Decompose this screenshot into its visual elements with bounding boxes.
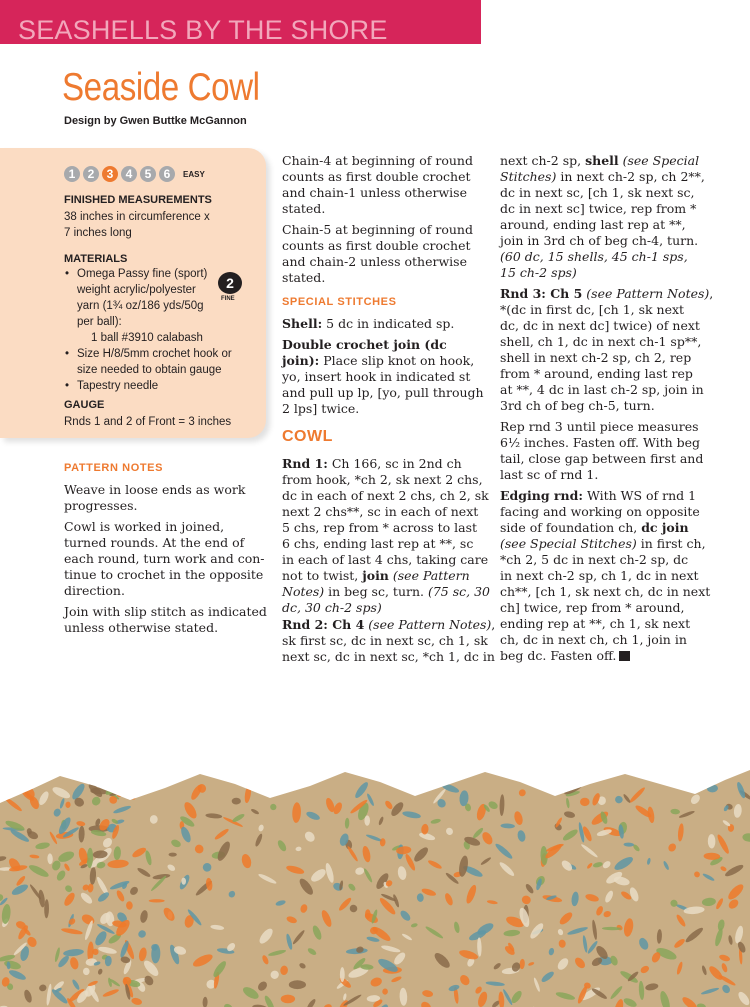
text-line — [500, 616, 730, 632]
finished-measurements-heading: FINISHED MEASUREMENTS — [64, 194, 212, 206]
text-run: Place slip knot on hook, — [319, 353, 475, 368]
text-line — [282, 488, 487, 504]
materials-item — [64, 314, 264, 330]
text-run: tail, close gap between first and — [500, 451, 704, 466]
term: Edging rnd: — [500, 488, 583, 503]
text-line — [282, 552, 487, 568]
reference-note: (see Special Stitches) — [500, 536, 637, 551]
text-line — [282, 633, 487, 649]
end-icon — [619, 651, 630, 661]
series-banner — [0, 0, 481, 44]
text-run: ch**, [ch 1, sk next ch, dc in next — [500, 584, 711, 599]
reference-note: 15 ch-2 sps) — [500, 265, 577, 280]
reference-note: (75 sc, 30 — [427, 584, 490, 599]
yarn-weight-label: FINE — [221, 296, 235, 302]
text-run: dc in each of next 2 chs, ch 2, sk — [282, 488, 489, 503]
text-line — [500, 568, 730, 584]
text-line — [282, 337, 487, 353]
text-line — [500, 536, 730, 552]
text-run: in beg sc, turn. — [324, 584, 428, 599]
text-line — [282, 649, 495, 665]
text-run: , — [709, 286, 714, 301]
text-line — [500, 467, 730, 483]
text-line — [500, 286, 730, 302]
text-line — [500, 318, 730, 334]
text-run: ending rep at **, ch 1, sk next — [500, 616, 691, 631]
reference-note: dc, 30 ch-2 sps) — [282, 600, 382, 615]
yarn-stitch — [340, 967, 345, 982]
text-line — [500, 249, 730, 265]
special-stitches-heading: SPECIAL STITCHES — [282, 296, 397, 308]
materials-item — [64, 346, 264, 362]
text-line — [282, 401, 487, 417]
text-line — [500, 419, 730, 435]
skill-level-dot: 1 — [64, 166, 80, 182]
text-run: 3rd ch of beg ch-5, turn. — [500, 398, 655, 413]
skill-level-label: EASY — [183, 169, 205, 179]
reference-note: Notes) — [282, 584, 325, 599]
text-line — [500, 382, 730, 398]
text-line — [500, 153, 730, 169]
term: join — [362, 568, 389, 583]
text-line — [500, 302, 730, 318]
term: Rnd 3: Ch 5 — [500, 286, 583, 301]
text-run: Rep rnd 3 until piece measures — [500, 419, 699, 434]
text-line — [500, 520, 730, 536]
skill-level-dot: 4 — [121, 166, 137, 182]
text-line: each round, turn work and con- — [64, 551, 265, 566]
skill-level-indicator — [64, 166, 205, 182]
reference-note: Stitches) — [500, 169, 557, 184]
text-run: join in 3rd ch of beg ch-4, turn. — [500, 233, 699, 248]
text-run: 6 chs, ending last rep at **, sc — [282, 536, 474, 551]
yarn-stitch — [364, 815, 370, 825]
text-line — [500, 435, 730, 451]
materials-item — [64, 362, 264, 378]
text-line — [282, 568, 487, 584]
measurement-line: 38 inches in circumference x — [64, 211, 210, 223]
yarn-stitch — [115, 778, 136, 799]
text-line — [500, 201, 730, 217]
text-run: dc in next sc] twice, rep from * — [500, 201, 697, 216]
materials-item-text: Tapestry needle — [77, 380, 159, 392]
skill-level-dot: 5 — [140, 166, 156, 182]
column-3-instructions — [500, 153, 730, 664]
text-run: 6½ inches. Fasten off. With beg — [500, 435, 701, 450]
text-line — [500, 366, 730, 382]
text-run: and pull up lp, [yo, pull through — [282, 385, 484, 400]
yarn-stitch — [125, 783, 144, 794]
text-run: at **, 4 dc in last ch-2 sp, join in — [500, 382, 704, 397]
text-run: in first ch, — [636, 536, 706, 551]
text-run: *(dc in first dc, [ch 1, sk next — [500, 302, 685, 317]
materials-item-text: Omega Passy fine (sport) — [77, 268, 208, 280]
materials-item-text: per ball): — [77, 316, 122, 328]
text-run: 5 chs, rep from * across to last — [282, 520, 478, 535]
yarn-weight-icon — [214, 272, 248, 306]
text-line — [500, 185, 730, 201]
text-line — [500, 584, 730, 600]
text-line: progresses. — [64, 498, 138, 513]
round-2-instructions — [282, 617, 496, 665]
text-run: 2 lps] twice. — [282, 401, 360, 416]
text-line — [282, 617, 496, 633]
pattern-notes-heading: PATTERN NOTES — [64, 462, 164, 474]
text-line — [282, 536, 487, 552]
yarn-stitch — [169, 853, 177, 857]
cowl-photo — [0, 768, 750, 1007]
term: Rnd 1: — [282, 456, 328, 471]
text-line: counts as first double crochet — [282, 169, 471, 184]
shell-definition: 5 dc in indicated sp. — [322, 316, 455, 331]
text-run: beg dc. Fasten off. — [500, 648, 617, 663]
materials-item-text: yarn (1¾ oz/186 yds/50g — [77, 300, 204, 312]
text-line — [282, 385, 487, 401]
text-run: in each of last 4 chs, taking care — [282, 552, 489, 567]
text-run: facing and working on opposite — [500, 504, 700, 519]
dc-join-stitch — [282, 337, 487, 417]
text-run: next ch-2 sp, — [500, 153, 586, 168]
term: Rnd 2: Ch 4 — [282, 617, 365, 632]
text-run: With WS of rnd 1 — [582, 488, 697, 503]
page-title: Seaside Cowl — [62, 66, 260, 109]
text-line — [282, 520, 487, 536]
reference-note: (see Pattern Notes) — [364, 617, 492, 632]
yarn-stitch — [83, 968, 90, 975]
text-run: in next ch-2 sp, ch 2**, — [556, 169, 705, 184]
term: Double crochet join (dc — [282, 337, 447, 352]
text-run: shell in next ch-2 sp, ch 2, rep — [500, 350, 692, 365]
yarn-stitch — [149, 899, 165, 902]
text-run: next sc, dc in next sc, *ch 1, dc in — [282, 649, 495, 664]
text-line — [500, 552, 730, 568]
text-run: , — [491, 617, 496, 632]
text-line — [500, 217, 730, 233]
materials-item — [64, 378, 264, 394]
text-line: tinue to crochet in the opposite — [64, 567, 264, 582]
text-line — [282, 600, 487, 616]
round-notes — [282, 153, 487, 286]
yarn-stitch — [281, 995, 295, 1004]
text-run: dc in next sc, [ch 1, sk next sc, — [500, 185, 695, 200]
text-line — [282, 456, 487, 472]
text-line — [500, 265, 730, 281]
measurement-line: 7 inches long — [64, 227, 132, 239]
text-line: turned rounds. At the end of — [64, 535, 245, 550]
text-line — [282, 369, 487, 385]
text-line — [500, 451, 730, 467]
materials-item-text: weight acrylic/polyester — [77, 284, 196, 296]
text-line — [282, 504, 487, 520]
text-run: around, ending last rep at **, — [500, 217, 686, 232]
term: join): — [282, 353, 320, 368]
text-run: yo, insert hook in indicated st — [282, 369, 471, 384]
skill-level-dot: 3 — [102, 166, 118, 182]
text-line: counts as first double crochet — [282, 238, 471, 253]
text-line: unless otherwise stated. — [64, 620, 219, 635]
reference-note: (see Special — [618, 153, 700, 168]
bullet-icon: • — [65, 348, 70, 360]
text-run: not to twist, — [282, 568, 363, 583]
bullet-icon: • — [65, 380, 70, 392]
term: dc join — [641, 520, 689, 535]
reference-note: (see Pattern Notes) — [582, 286, 710, 301]
shell-term: Shell: — [282, 316, 323, 331]
text-line — [500, 233, 730, 249]
text-line: Join with slip stitch as indicated — [64, 604, 267, 619]
materials-item-text: size needed to obtain gauge — [77, 364, 222, 376]
materials-item — [64, 330, 264, 346]
skill-level-dot: 2 — [83, 166, 99, 182]
text-run: in next ch-2 sp, ch 1, dc in next — [500, 568, 699, 583]
text-line: Chain-5 at beginning of round — [282, 222, 473, 237]
text-line — [500, 169, 730, 185]
reference-note: (60 dc, 15 shells, 45 ch-1 sps, — [500, 249, 688, 264]
materials-item-text: Size H/8/5mm crochet hook or — [77, 348, 232, 360]
text-line: direction. — [64, 583, 125, 598]
yarn-stitch — [580, 798, 590, 806]
series-title: SEASHELLS BY THE SHORE — [18, 15, 388, 44]
text-line: and chain-1 unless otherwise — [282, 185, 467, 200]
pattern-notes-text — [64, 482, 267, 636]
text-run: dc, dc in next dc] twice) of next — [500, 318, 700, 333]
text-run: shell, ch 1, dc in next ch-1 sp**, — [500, 334, 702, 349]
text-run: ch] twice, rep from * around, — [500, 600, 685, 615]
text-line: Chain-4 at beginning of round — [282, 153, 473, 168]
text-line — [500, 504, 730, 520]
text-line — [500, 648, 730, 664]
text-run: next 2 chs**, sc in each of next — [282, 504, 479, 519]
gauge-text: Rnds 1 and 2 of Front = 3 inches — [64, 416, 232, 428]
text-run: sk first sc, dc in next sc, ch 1, sk — [282, 633, 488, 648]
designer-byline: Design by Gwen Buttke McGannon — [64, 115, 247, 127]
text-line — [500, 334, 730, 350]
reference-note: (see Pattern — [388, 568, 470, 583]
text-line — [500, 632, 730, 648]
skill-level-dot: 6 — [159, 166, 175, 182]
materials-heading: MATERIALS — [64, 253, 128, 265]
text-line — [500, 398, 730, 414]
text-line — [282, 472, 487, 488]
crochet-fabric-image — [0, 768, 750, 1007]
gauge-heading: GAUGE — [64, 399, 105, 411]
text-line: Weave in loose ends as work — [64, 482, 246, 497]
text-line: and chain-2 unless otherwise — [282, 254, 467, 269]
term: shell — [585, 153, 619, 168]
materials-item-text: 1 ball #3910 calabash — [91, 332, 203, 344]
bullet-icon: • — [65, 268, 70, 280]
text-line: stated. — [282, 201, 326, 216]
round-1-instructions — [282, 456, 490, 616]
yarn-weight-number: 2 — [218, 272, 242, 294]
text-run: side of foundation ch, — [500, 520, 642, 535]
shell-stitch — [282, 316, 487, 332]
text-run: Ch 166, sc in 2nd ch — [327, 456, 462, 471]
yarn-stitch — [289, 980, 306, 989]
text-run: from * around, ending last rep — [500, 366, 693, 381]
text-line — [500, 488, 730, 504]
text-line: stated. — [282, 270, 326, 285]
text-line — [500, 350, 730, 366]
text-run: *ch 2, 5 dc in next ch-2 sp, dc — [500, 552, 689, 567]
text-run: from hook, *ch 2, sk next 2 chs, — [282, 472, 483, 487]
cowl-heading: COWL — [282, 428, 333, 445]
text-run: last sc of rnd 1. — [500, 467, 599, 482]
text-line: Cowl is worked in joined, — [64, 519, 225, 534]
text-line — [500, 600, 730, 616]
text-run: ch, dc in next ch, ch 1, join in — [500, 632, 687, 647]
text-line — [282, 353, 487, 369]
text-line — [282, 584, 490, 600]
